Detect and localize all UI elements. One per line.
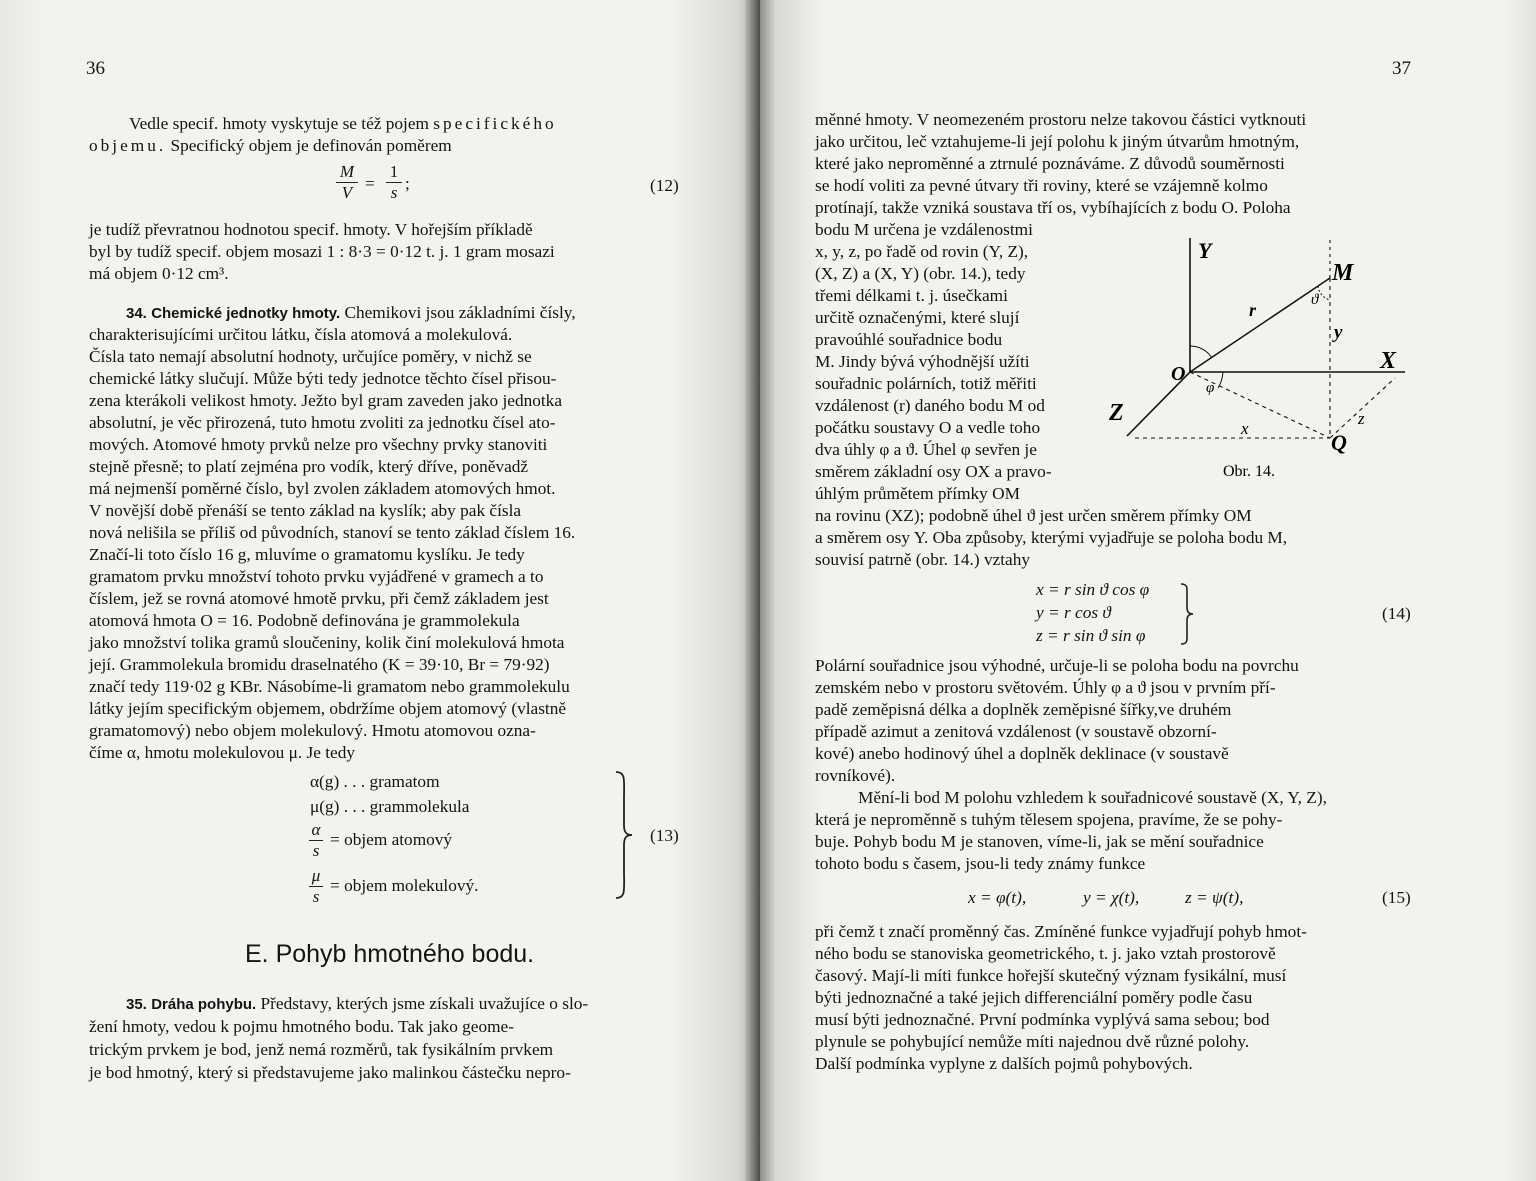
text-line: gramatom prvku množství tohoto prvku vyjádřené v gramech a to — [89, 567, 544, 586]
text-line: padě zeměpisná délka a doplněk zeměpisné šířky,ve druhém — [815, 700, 1232, 719]
text-line: má nejmenší poměrné číslo, byl zvolen základem atomových hmot. — [89, 479, 556, 498]
text-line: zena kterákoli velikost hmoty. Ježto byl gram zaveden jako jednotka — [89, 391, 562, 410]
text-line: souřadnic polárních, totiž měřiti — [815, 374, 1037, 393]
text-line: pravoúhlé souřadnice bodu — [815, 330, 1003, 349]
label-Y: Y — [1198, 238, 1212, 263]
eq-row: z = r sin ϑ sin φ — [1036, 626, 1146, 645]
text-line: a směrem osy Y. Oba způsoby, kterými vyjadřuje se poloha bodu M, — [815, 528, 1288, 547]
text-line: se hodí voliti za pevné útvary tři roviny, které se vzájemně kolmo — [815, 176, 1268, 195]
section-35-heading-line: 35. Dráha pohybu. Představy, kterých jsme získali uvažujíce o slo- — [126, 994, 589, 1013]
text-line: trickým prvkem je bod, jenž nemá rozměrů, tak fysikálním prvkem — [89, 1040, 554, 1059]
text-line: charakterisujícími určitou látku, čísla atomová a molekulová. — [89, 325, 513, 344]
text-line: Polární souřadnice jsou výhodné, určuje-li se poloha bodu na povrchu — [815, 656, 1299, 675]
dashed-line — [1330, 378, 1395, 438]
text-line: případě azimut a zenitová vzdálenost (v soustavě obzorní- — [815, 722, 1217, 741]
text-line: značí tedy 119·02 g KBr. Násobíme-li gramatom nebo grammolekulu — [89, 677, 570, 696]
semicolon: ; — [405, 174, 410, 193]
text-line: souvisí patrně (obr. 14.) vztahy — [815, 550, 1031, 569]
text-line: je bod hmotný, který si představujeme jako malinkou částečku nepro- — [89, 1063, 571, 1082]
text-line: která je neproměnně s tuhým tělesem spojena, pravíme, že se pohy- — [815, 810, 1283, 829]
text-line: její. Grammolekula bromidu draselnatého (K = 39·10, Br = 79·92) — [89, 655, 550, 674]
label-Q: Q — [1331, 430, 1347, 455]
radius-line — [1190, 278, 1330, 372]
text-line: musí býti jednoznačné. První podmínka vyplývá sama sebou; bod — [815, 1010, 1270, 1029]
fraction: $\frac{1}{s}$ — [386, 162, 402, 203]
text-line: plynule se pohybující nemůže míti najednou dvě různé polohy. — [815, 1032, 1250, 1051]
text-line: nová nelišila se příliš od původních, stanoví se tento základ číslem 16. — [89, 523, 576, 542]
label-X: X — [1380, 348, 1397, 374]
equation-number: (15) — [1382, 888, 1411, 907]
equals-sign: = — [365, 174, 375, 193]
eq-row: α(g) . . . gramatom — [310, 772, 440, 791]
text-line: V novější době přenáší se tento základ na kyslík; aby pak čísla — [89, 501, 522, 520]
text-line: jako určitou, leč vztahujeme-li její polohu k jiným útvarům hmotným, — [815, 132, 1300, 151]
text-line: číslem, jež se rovná atomové hmotě prvku, při čemž základem jest — [89, 589, 549, 608]
text-line: dva úhly φ a ϑ. Úhel φ sevřen je — [815, 440, 1037, 459]
text-line: bodu M určena je vzdálenostmi — [815, 220, 1033, 239]
text-line: látky jejím specifickým objemem, obdržíme objem atomový (vlastně — [89, 699, 567, 718]
eq-row: x = r sin ϑ cos φ — [1036, 580, 1150, 599]
label-Z: Z — [1109, 400, 1124, 426]
label-r: r — [1249, 300, 1257, 320]
text-line: směrem základní osy OX a pravo- — [815, 462, 1052, 481]
text-line: (X, Z) a (X, Y) (obr. 14.), tedy — [815, 264, 1026, 283]
text-line: atomová hmota O = 16. Podobně definována je grammolekula — [89, 611, 520, 630]
text-line: byl by tudíž specif. objem mosazi 1 : 8·3 = 0·12 t. j. 1 gram mosazi — [89, 242, 555, 261]
text-line: gramatomový) nebo objem molekulový. Hmotu atomovou ozna- — [89, 721, 536, 740]
text-line: měnné hmoty. V neomezeném prostoru nelze takovou částici vytknouti — [815, 110, 1307, 129]
right-page — [760, 0, 1536, 1181]
text-line: počátku soustavy O a vedle toho — [815, 418, 1041, 437]
text-line: jako množství tolika gramů sloučeniny, kolik činí molekulová hmota — [89, 633, 565, 652]
text-line: kové) anebo hodinový úhel a doplněk deklinace (v soustavě — [815, 744, 1229, 763]
label-theta: ϑ — [1311, 292, 1319, 308]
equation-number: (13) — [650, 826, 679, 845]
text-line: je tudíž převratnou hodnotou specif. hmoty. V hořejším příkladě — [89, 220, 533, 239]
figure-14-coordinate-diagram — [1105, 228, 1420, 480]
eq-part: y = χ(t), — [1083, 888, 1140, 907]
text-line: x, y, z, po řadě od rovin (Y, Z), — [815, 242, 1029, 261]
text-line: chemické látky slučují. Může býti tedy jednotce těchto čísel přisou- — [89, 369, 557, 388]
text-line: třemi délkami t. j. úsečkami — [815, 286, 1008, 305]
label-phi: φ — [1206, 380, 1215, 396]
equation-number: (14) — [1382, 604, 1411, 623]
text-line: M. Jindy bývá výhodnější užíti — [815, 352, 1030, 371]
text-line: zemském nebo v prostoru světovém. Úhly φ a ϑ jsou v prvním pří- — [815, 678, 1276, 697]
left-page — [0, 0, 760, 1181]
text-line: určitě označenými, které slují — [815, 308, 1020, 327]
label-y: y — [1334, 322, 1343, 343]
text-line: při čemž t značí proměnný čas. Zmíněné funkce vyjadřují pohyb hmot- — [815, 922, 1307, 941]
text-line: stejně přesně; to platí zejména pro vodík, který dříve, poněvadž — [89, 457, 529, 476]
equation-number: (12) — [650, 176, 679, 195]
text-line: žení hmoty, vedou k pojmu hmotného bodu. Tak jako geome- — [89, 1017, 514, 1036]
text-line: objemu. Specifický objem je definován poměrem — [89, 136, 452, 155]
right-brace — [612, 770, 636, 900]
figure-caption: Obr. 14. — [1223, 463, 1275, 480]
text-line: vzdálenost (r) daného bodu M od — [815, 396, 1045, 415]
eq-part: z = ψ(t), — [1185, 888, 1244, 907]
text-line: Mění-li bod M polohu vzhledem k souřadnicové soustavě (X, Y, Z), — [858, 788, 1327, 807]
text-line: má objem 0·12 cm³. — [89, 264, 229, 283]
page-number: 36 — [86, 58, 105, 79]
text-line: rovníkové). — [815, 766, 896, 785]
text-line: Čísla tato nemají absolutní hodnoty, určujíce poměry, v nichž se — [89, 347, 532, 366]
text-line: Vedle specif. hmoty vyskytuje se též pojem specifického — [129, 114, 557, 133]
eq-part: x = φ(t), — [968, 888, 1027, 907]
text-line: Značí-li toto číslo 16 g, mluvíme o gramatomu kyslíku. Je tedy — [89, 545, 525, 564]
text-line: absolutní, je věc přirozená, tuto hmotu zvoliti za jednotku čísel ato- — [89, 413, 556, 432]
text-line: které jako neproměnné a ztrnulé poznáváme. Z důvodů souměrnosti — [815, 154, 1285, 173]
label-x: x — [1241, 419, 1249, 438]
text-line: býti jednoznačné a také jejich differenciální poměry podle času — [815, 988, 1253, 1007]
text-line: časový. Mají-li míti funkce hořejší skutečný význam fysikální, musí — [815, 966, 1287, 985]
label-z: z — [1358, 409, 1365, 428]
section-34-heading-line: 34. Chemické jednotky hmoty. Chemikovi jsou základními čísly, — [126, 303, 576, 322]
text-line: protínají, takže vzniká soustava tří os, vybíhajících z bodu O. Poloha — [815, 198, 1291, 217]
text-line: tohoto bodu s časem, jsou-li tedy známy funkce — [815, 854, 1146, 873]
fraction: $\frac{M}{V}$ — [336, 162, 358, 203]
angle-arc — [1318, 286, 1330, 300]
fraction: $\frac{\alpha}{s}$ — [309, 820, 323, 861]
fraction: $\frac{\mu}{s}$ — [309, 866, 323, 907]
text-line: číme α, hmotu molekulovou μ. Je tedy — [89, 743, 355, 762]
text-line: úhlým průmětem přímky OM — [815, 484, 1020, 503]
page-number: 37 — [1392, 58, 1411, 79]
eq-row: = objem molekulový. — [330, 876, 479, 895]
text-line: ného bodu se stanoviska geometrického, t. j. jako vztah prostorově — [815, 944, 1276, 963]
angle-arc — [1190, 346, 1212, 358]
eq-row: y = r cos ϑ — [1036, 603, 1111, 622]
angle-arc — [1218, 372, 1223, 388]
section-title: E. Pohyb hmotného bodu. — [245, 940, 535, 968]
text-line: buje. Pohyb bodu M je stanoven, víme-li, jak se mění souřadnice — [815, 832, 1264, 851]
label-O: O — [1171, 363, 1186, 385]
label-M: M — [1332, 260, 1354, 286]
text-line: mových. Atomové hmoty prvků nelze pro všechny prvky stanoviti — [89, 435, 548, 454]
text-line: Další podmínka vyplyne z dalších pojmů pohybových. — [815, 1054, 1193, 1073]
eq-row: = objem atomový — [330, 830, 453, 849]
eq-row: μ(g) . . . grammolekula — [310, 797, 470, 816]
right-brace — [1178, 582, 1196, 646]
text-line: na rovinu (XZ); podobně úhel ϑ jest určen směrem přímky OM — [815, 506, 1252, 525]
